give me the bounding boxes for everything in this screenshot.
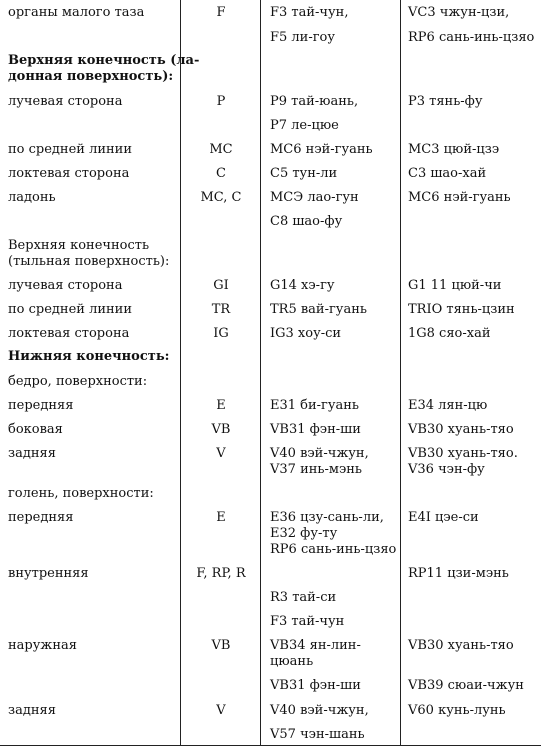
- region-cell: внутренняя: [8, 566, 89, 581]
- point-cell: IG3 хоу-си: [270, 326, 342, 341]
- meridian-cell: MC: [209, 142, 233, 157]
- region-cell: бедро, поверхности:: [8, 374, 148, 389]
- region-cell: передняя: [8, 398, 74, 413]
- point-cell: E34 лян-цю: [408, 398, 488, 413]
- meridian-cell: MC, C: [200, 190, 242, 205]
- point-cell: RP6 сань-инь-цзяо: [270, 542, 397, 557]
- point-cell: C5 тун-ли: [270, 166, 338, 181]
- meridian-cell: IG: [213, 326, 229, 341]
- point-cell: VB31 фэн-ши: [270, 678, 361, 693]
- meridian-cell: F: [216, 5, 226, 20]
- region-cell: локтевая сторона: [8, 166, 130, 181]
- column-divider: [180, 0, 181, 746]
- point-cell: E4I цэе-си: [408, 510, 479, 525]
- region-cell: Верхняя конечность (ла-: [8, 53, 200, 68]
- point-cell: P3 тянь-фу: [408, 94, 483, 109]
- point-cell: MC6 нэй-гуань: [408, 190, 511, 205]
- point-cell: RP11 цзи-мэнь: [408, 566, 509, 581]
- meridian-cell: GI: [213, 278, 229, 293]
- meridian-cell: V: [216, 703, 226, 718]
- point-cell: C8 шао-фу: [270, 214, 343, 229]
- point-cell: VB30 хуань-тяо.: [408, 446, 518, 461]
- point-cell: F3 тай-чун: [270, 614, 345, 629]
- point-cell: цюань: [270, 654, 314, 669]
- point-cell: MC3 цюй-цзэ: [408, 142, 500, 157]
- region-cell: задняя: [8, 703, 56, 718]
- point-cell: V36 чэн-фу: [408, 462, 485, 477]
- point-cell: VC3 чжун-цзи,: [408, 5, 510, 20]
- point-cell: E36 цзу-сань-ли,: [270, 510, 384, 525]
- point-cell: VB31 фэн-ши: [270, 422, 361, 437]
- point-cell: TRIO тянь-цзин: [408, 302, 515, 317]
- meridian-cell: VB: [211, 422, 231, 437]
- point-cell: TR5 вай-гуань: [270, 302, 367, 317]
- region-cell: лучевая сторона: [8, 94, 123, 109]
- point-cell: V57 чэн-шань: [270, 727, 365, 742]
- meridian-cell: E: [216, 398, 226, 413]
- meridian-cell: VB: [211, 638, 231, 653]
- point-cell: V40 вэй-чжун,: [270, 446, 369, 461]
- point-cell: V60 кунь-лунь: [408, 703, 506, 718]
- region-cell: боковая: [8, 422, 63, 437]
- point-cell: C3 шао-хай: [408, 166, 487, 181]
- point-cell: V40 вэй-чжун,: [270, 703, 369, 718]
- point-cell: VB34 ян-лин-: [270, 638, 361, 653]
- point-cell: RP6 сань-инь-цзяо: [408, 30, 535, 45]
- region-cell: лучевая сторона: [8, 278, 123, 293]
- region-cell: по средней линии: [8, 142, 132, 157]
- region-cell: задняя: [8, 446, 56, 461]
- column-divider: [260, 0, 261, 746]
- meridian-cell: F, RP, R: [196, 566, 246, 581]
- column-divider: [400, 0, 401, 746]
- region-cell: органы малого таза: [8, 5, 145, 20]
- meridian-cell: P: [216, 94, 226, 109]
- point-cell: 1G8 сяо-хай: [408, 326, 491, 341]
- region-cell: Верхняя конечность: [8, 238, 150, 253]
- region-cell: (тыльная поверхность):: [8, 254, 170, 269]
- region-cell: Нижняя конечность:: [8, 349, 170, 364]
- point-cell: F3 тай-чун,: [270, 5, 349, 20]
- point-cell: F5 ли-гоу: [270, 30, 336, 45]
- point-cell: G1 11 цюй-чи: [408, 278, 502, 293]
- point-cell: P7 ле-цюе: [270, 118, 339, 133]
- region-cell: донная поверхность):: [8, 69, 174, 84]
- region-cell: голень, поверхности:: [8, 486, 154, 501]
- meridian-cell: V: [216, 446, 226, 461]
- point-cell: R3 тай-си: [270, 590, 337, 605]
- region-cell: наружная: [8, 638, 77, 653]
- point-cell: VB30 хуань-тяо: [408, 638, 514, 653]
- region-cell: передняя: [8, 510, 74, 525]
- meridian-cell: TR: [211, 302, 231, 317]
- point-cell: VB39 сюаи-чжун: [408, 678, 524, 693]
- point-cell: V37 инь-мэнь: [270, 462, 362, 477]
- point-cell: VB30 хуань-тяо: [408, 422, 514, 437]
- meridian-cell: C: [216, 166, 226, 181]
- point-cell: MCЭ лао-гун: [270, 190, 359, 205]
- region-cell: локтевая сторона: [8, 326, 130, 341]
- region-cell: по средней линии: [8, 302, 132, 317]
- point-cell: MC6 нэй-гуань: [270, 142, 373, 157]
- point-cell: P9 тай-юань,: [270, 94, 359, 109]
- point-cell: E31 би-гуань: [270, 398, 360, 413]
- meridian-cell: E: [216, 510, 226, 525]
- point-cell: G14 хэ-гу: [270, 278, 335, 293]
- point-cell: E32 фу-ту: [270, 526, 338, 541]
- region-cell: ладонь: [8, 190, 56, 205]
